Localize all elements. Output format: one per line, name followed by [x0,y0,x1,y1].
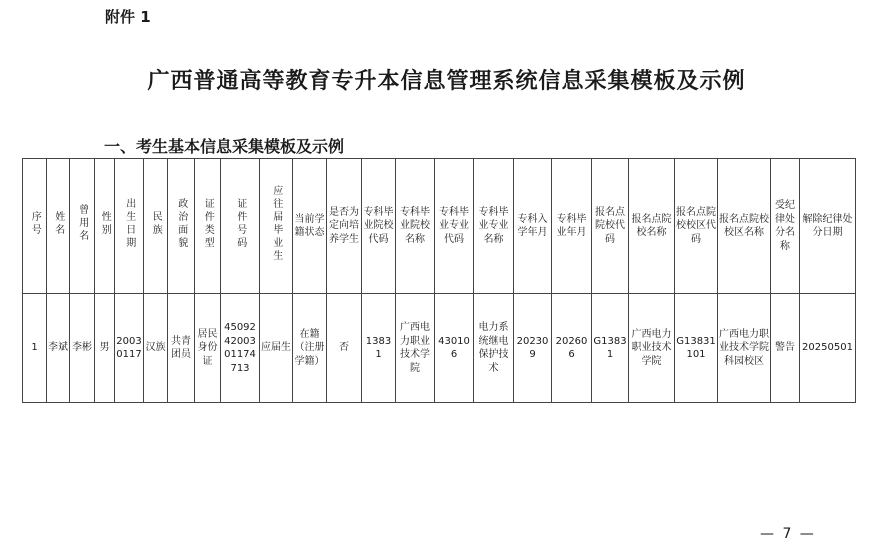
header-cell: 曾用名 [70,159,95,294]
table-cell: 430106 [435,294,474,403]
header-cell: 报名点院校代码 [592,159,629,294]
table-cell: 共青团员 [168,294,195,403]
table-cell: 450924200301174713 [221,294,260,403]
header-cell: 姓名 [47,159,70,294]
table-cell: 1 [23,294,47,403]
header-cell: 当前学籍状态 [293,159,327,294]
table-cell: 居民身份证 [195,294,221,403]
page-number: — 7 — [760,526,816,542]
table-cell: 警告 [771,294,800,403]
header-cell: 受纪律处分名称 [771,159,800,294]
table-row [23,294,856,403]
header-cell: 应往届毕业生 [260,159,293,294]
info-template-table [22,158,856,403]
table-cell: 否 [327,294,362,403]
header-cell: 证件号码 [221,159,260,294]
header-cell: 是否为定向培养学生 [327,159,362,294]
table-cell: 广西电力职业技术学院 [396,294,435,403]
header-cell: 民族 [144,159,168,294]
header-cell: 政治面貌 [168,159,195,294]
table-cell: 202309 [514,294,552,403]
header-cell: 专科毕业院校代码 [362,159,396,294]
table-cell: 广西电力职业技术学院 [629,294,675,403]
header-cell: 证件类型 [195,159,221,294]
table-cell: 李彬 [70,294,95,403]
header-cell: 出生日期 [115,159,144,294]
table-header-row [23,159,856,294]
header-cell: 性别 [95,159,115,294]
section-title: 一、考生基本信息采集模板及示例 [104,137,345,156]
table-cell: G13831101 [675,294,718,403]
header-cell: 专科入学年月 [514,159,552,294]
header-cell: 专科毕业专业名称 [474,159,514,294]
header-cell: 报名点院校校区代码 [675,159,718,294]
table-cell: 男 [95,294,115,403]
header-cell: 报名点院校校区名称 [718,159,771,294]
document-title: 广西普通高等教育专升本信息管理系统信息采集模板及示例 [147,68,746,94]
table-cell: G13831 [592,294,629,403]
table-cell: 20030117 [115,294,144,403]
table-cell: 202606 [552,294,592,403]
header-cell: 报名点院校名称 [629,159,675,294]
attachment-label: 附件 1 [105,8,151,26]
header-cell: 专科毕业专业代码 [435,159,474,294]
header-cell: 专科毕业院校名称 [396,159,435,294]
table-cell: 应届生 [260,294,293,403]
table-cell: 李斌 [47,294,70,403]
table-cell: 汉族 [144,294,168,403]
header-cell: 专科毕业年月 [552,159,592,294]
table-cell: 在籍（注册学籍） [293,294,327,403]
table-cell: 13831 [362,294,396,403]
table-cell: 20250501 [800,294,856,403]
table-cell: 广西电力职业技术学院科园校区 [718,294,771,403]
header-cell: 解除纪律处分日期 [800,159,856,294]
table-cell: 电力系统继电保护技术 [474,294,514,403]
header-cell: 序号 [23,159,47,294]
